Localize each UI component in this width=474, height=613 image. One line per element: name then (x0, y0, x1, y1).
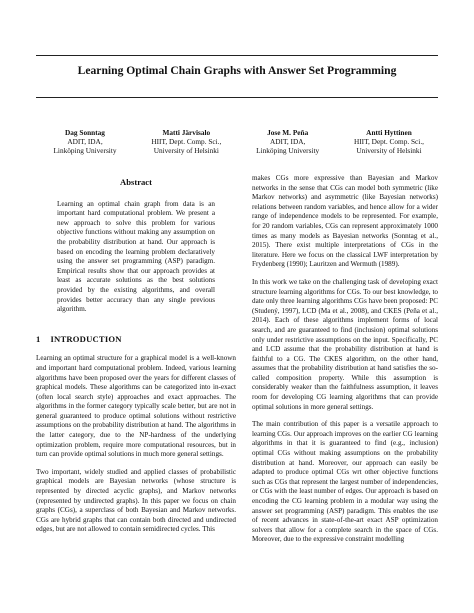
abstract-heading: Abstract (120, 177, 152, 187)
author-3 (239, 128, 337, 155)
author-affiliation: ADIT, IDA, (269, 137, 306, 147)
intro-paragraph-3: makes CGs more expressive than Bayesian and Markov networks in the sense that CGs can model both symmetric (like Markov networks) and asymmetric (like Bayesian networks) relations between random variables, and hence allow for a wider range of independence models to be represented. For example, for 20 random variables, CGs can represent approximately 1000 times as many models as Bayesian networks (Sonntag et al., 2015). There exist multiple interpretations of CGs in the literature. Here we focus on the classical LWF interpretation by Frydenberg (1990); Lauritzen and Wermuth (1989). (252, 174, 438, 269)
author-institution: Linköping University (256, 146, 320, 156)
section-heading-introduction (36, 335, 236, 345)
author-name: Jose M. Peña (267, 128, 309, 137)
intro-paragraph-1: Learning an optimal structure for a graphical model is a well-known and important hard computational problem. Indeed, various learning algorithms have been proposed over the years for different classes of graphical models. These algorithms can be categorized into in-exact (often local search style) approaches and exact approaches. The algorithms in the former category typically scale better, but are not in general guaranteed to produce optimal solutions without restrictive assumptions on the probability distribution at hand. The algorithms in the latter category, due to the NP-hardness of the underlying optimization problem, require more computational resources, but in turn can provide optimal solutions in much more general settings. (36, 354, 236, 459)
author-block (36, 128, 438, 155)
title-top-rule (36, 55, 438, 56)
section-number: 1 (36, 333, 41, 344)
author-name: Dag Sonntag (65, 128, 105, 137)
title-bottom-rule (36, 97, 438, 98)
section-title: INTRODUCTION (50, 333, 122, 344)
author-affiliation: HIIT, Dept. Comp. Sci., (151, 137, 222, 147)
intro-paragraph-4: In this work we take on the challenging task of developing exact structure learning algorithms for CGs. To our best knowledge, to date only three learning algorithms CGs have been proposed: PC (Studený, 1997), LCD (Ma et al., 2008), and CKES (Peña et al., 2014). Each of these algorithms implement forms of local search, and are guaranteed to find (inclusion) optimal solutions only under restrictive assumptions on the input. Specifically, PC and LCD assume that the probability distribution at hand is faithful to a CG. The CKES algorithm, on the other hand, assumes that the probability distribution at hand satisfies the so-called composition property. While this assumption is considerably weaker than the faithfulness assumption, it leaves room for developing CG learning algorithms that can provide optimal solutions in more general settings. (252, 277, 438, 411)
author-4 (340, 128, 438, 155)
author-affiliation: HIIT, Dept. Comp. Sci., (353, 137, 424, 147)
author-affiliation: ADIT, IDA, (67, 137, 103, 147)
intro-paragraph-2: Two important, widely studied and applied classes of probabilistic graphical models are Bayesian networks (whose structure is represented by directed acyclic graphs), and Markov networks (represented by undirected graphs). In this paper we focus on chain graphs (CGs), a superclass of both Bayesian and Markov networks. CGs are hybrid graphs that can contain both directed and undirected edges, but are not allowed to contain semidirected cycles. This (36, 467, 236, 534)
author-name: Matti Järvisalo (162, 128, 211, 137)
left-column (36, 170, 236, 543)
author-institution: Linköping University (53, 146, 117, 156)
intro-paragraph-5: The main contribution of this paper is a versatile approach to learning CGs. Our approach improves on the earlier CG learning algorithms in that it is guaranteed to find (e.g., inclusion) optimal CGs without making assumptions on the probability distribution at hand. Moreover, our approach can easily be adapted to produce optimal CGs wrt other objective functions such as CGs that represent the largest number of independencies, or CGs with the least number of edges. Our approach is based on encoding the CG learning problem in a modular way using the answer set programming (ASP) paradigm. This enables the use of recent advances in state-of-the-art exact ASP optimization solvers that allow for a complete search in the space of CGs. Moreover, due to the expressive constraint modelling (252, 420, 438, 544)
author-2 (137, 128, 235, 155)
right-column (252, 174, 438, 553)
author-name: Antti Hyttinen (366, 128, 412, 137)
author-institution: University of Helsinki (356, 146, 422, 156)
abstract-text: Learning an optimal chain graph from data is an important hard computational problem. We present a new approach to solve this problem for various objective functions without making any assumption on the probability distribution at hand. Our approach is based on encoding the learning problem declaratively using the answer set programming (ASP) paradigm. Empirical results show that our approach provides at least as accurate solutions as the best solutions provided by the existing algorithms, and overall provides better accuracy than any single previous algorithm. (57, 199, 215, 314)
author-institution: University of Helsinki (153, 146, 219, 156)
paper-title: Learning Optimal Chain Graphs with Answer Set Programming (77, 64, 397, 77)
author-1 (36, 128, 134, 155)
